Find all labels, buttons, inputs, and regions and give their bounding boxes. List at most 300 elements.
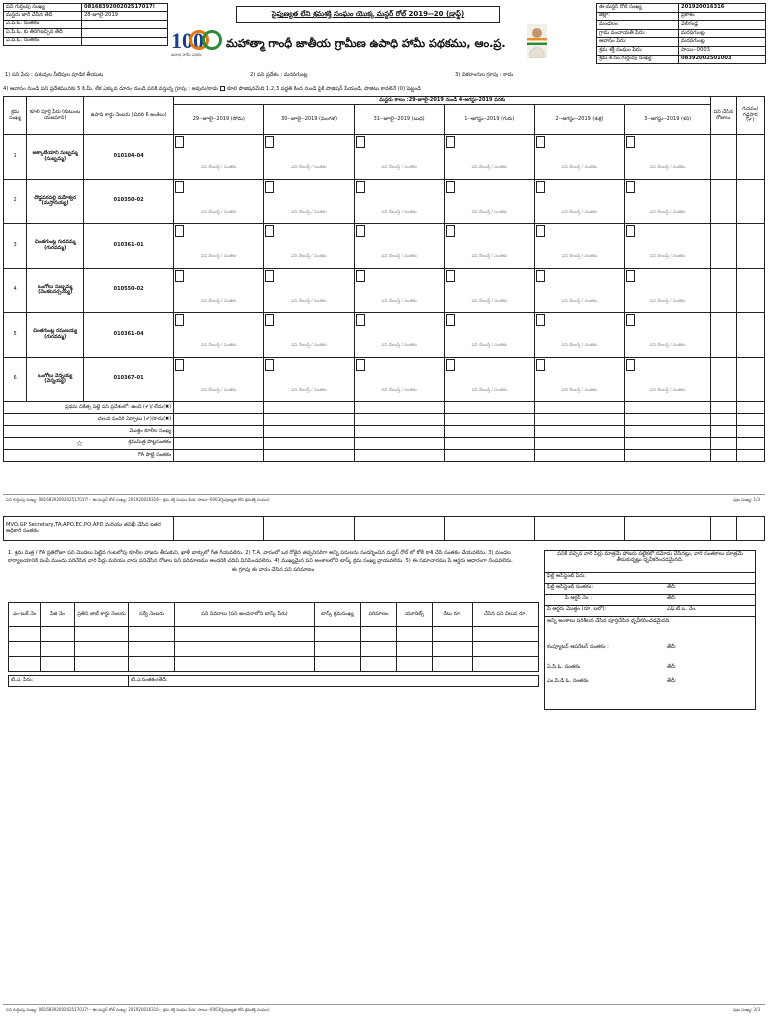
summary-cell[interactable] — [354, 450, 444, 462]
work-cell[interactable] — [433, 627, 473, 642]
workdays-cell[interactable] — [711, 224, 736, 269]
summary-cell[interactable] — [174, 402, 264, 414]
workdays-cell[interactable] — [711, 357, 736, 402]
attendance-cell[interactable] — [534, 179, 624, 224]
gunapu-cell[interactable] — [736, 135, 764, 180]
info-row — [597, 46, 766, 55]
info-row — [597, 21, 766, 30]
worker-jobcard: 010361-04 — [84, 313, 174, 358]
work-cell[interactable] — [41, 657, 75, 672]
summary-cell[interactable] — [711, 450, 736, 462]
worker-name: ఒంగోలు సుబ్బమ్మ (వెంకటనర్సయ్య) — [27, 268, 84, 313]
attendance-checkbox[interactable] — [536, 359, 545, 371]
week-work-note: ఈ గ్రూపు ఈ వారం చేసిన పని పరిమాణం — [231, 567, 315, 574]
info-value — [82, 20, 168, 28]
attendance-checkbox[interactable] — [356, 314, 365, 326]
info-value: 08392002501003 — [679, 55, 766, 64]
attendance-hint: పని చేయిస్తే / సంతకం — [561, 342, 598, 347]
attendance-checkbox[interactable] — [175, 270, 184, 282]
work-table-col-header: పరిమాణం — [361, 603, 397, 627]
info-row — [4, 37, 168, 45]
work-name: 1) పని పేరు : పశువుల నీటిపుల పూడిక తీయుట — [5, 72, 104, 78]
attendance-checkbox[interactable] — [265, 136, 274, 148]
attendance-cell[interactable] — [444, 179, 534, 224]
summary-cell[interactable] — [534, 426, 624, 438]
summary-cell[interactable] — [354, 426, 444, 438]
attendance-checkbox[interactable] — [536, 225, 545, 237]
info-value: 28-జూలై-2019 — [82, 12, 168, 20]
attendance-cell[interactable] — [264, 179, 354, 224]
summary-row — [4, 450, 765, 462]
gunapu-cell[interactable] — [736, 313, 764, 358]
work-cell[interactable] — [129, 627, 175, 642]
work-cell[interactable] — [433, 642, 473, 657]
work-table-col-header: ఎం-బుక్ నెం — [9, 603, 41, 627]
attendance-cell[interactable] — [354, 135, 444, 180]
summary-cell[interactable] — [625, 402, 711, 414]
attendance-cell[interactable] — [174, 224, 264, 269]
worker-name: ఒంగోలు వెన్నయ్య (వెన్నయ్య) — [27, 357, 84, 402]
info-value: 0816839200202517017! — [82, 4, 168, 12]
attendance-checkbox[interactable] — [175, 181, 184, 193]
footer-strip — [6, 498, 762, 503]
attendance-checkbox[interactable] — [536, 181, 545, 193]
summary-cell[interactable] — [534, 414, 624, 426]
work-cell[interactable] — [175, 657, 315, 672]
attendance-checkbox[interactable] — [175, 314, 184, 326]
worker-serial: 3 — [4, 224, 27, 269]
attendance-checkbox[interactable] — [356, 181, 365, 193]
attendance-hint: పని చేయిస్తే / సంతకం — [561, 164, 598, 169]
sign-cell[interactable] — [625, 517, 711, 541]
work-table-col-header: పని వివరాలు (పని అంచనాలోని టాస్క్ పేరు) — [175, 603, 315, 627]
work-quantity-table — [8, 602, 539, 672]
officer-sign-table — [3, 516, 765, 541]
info-value: సాయి--0003 — [679, 46, 766, 55]
fa-sign-row[interactable]: ఫీల్డ్ అసిస్టెంట్ సంతకం: తేదీ: — [545, 584, 755, 595]
info-row — [4, 29, 168, 37]
attendance-checkbox[interactable] — [265, 225, 274, 237]
sign-cell[interactable] — [534, 517, 624, 541]
worker-jobcard: 010350-02 — [84, 179, 174, 224]
group-type: 3) వికలాంగుల గ్రూపు : కాదు — [455, 72, 514, 78]
worker-row — [4, 357, 765, 402]
attendance-hint: పని చేయిస్తే / సంతకం — [471, 342, 508, 347]
summary-cell[interactable] — [444, 414, 534, 426]
ta-sign-field[interactable]: టి.ఎ.సంతకం/తేదీ: — [129, 676, 539, 687]
work-table-col-header: యూనిట్స్ — [397, 603, 433, 627]
info-label: మస్టరు జారీ చేసిన తేదీ — [4, 12, 82, 20]
summary-cell[interactable] — [736, 438, 764, 450]
worker-row — [4, 313, 765, 358]
fa-name-row[interactable]: ఫీల్డ్ అసిస్టెంట్ పేరు: — [545, 573, 755, 584]
work-table-row — [9, 642, 539, 657]
attendance-cell[interactable] — [174, 313, 264, 358]
info-label: గ్రామ పంచాయతీ పేరు: — [597, 29, 679, 38]
attendance-hint: పని చేయిస్తే / సంతకం — [201, 386, 237, 392]
instructions-text: 1. శ్రమ మిత్ర / FA ప్రతిరోజూ పని మొదలు పెట్టిన గంటలోపు కూలీల హాజరు తీసుకుని, ఖాళీ బాక్సులో గీత గీయవలెను. 2) T.A. వారంలో ఒక రోజైన తప్పనిసరిగా అన్ని పనులను సందర్శించిన మస్టర్ రోల్ లో కోలీ కాశీ చేసి సంతకం చేయవలెను. 3) మండల కార్యాలయానికి పంపే ముందు పరిచేసిన వారి పేర్లు మరియు వారు పనిచేసిన రోజుల పని పరిమాణము అందరికి చదివి వినిపించవలెను. 4) ముఖ్యమైన పని అంశాలలోని టాస్క్ క్రమ సంఖ్య వ్రాయవలెను. 5) ఈ సమాచారము పే ఆర్డరు ఆధారంగా నింపవలెను. — [8, 550, 513, 564]
day-header: 1--ఆగస్టు--2019 (గురు) — [444, 105, 534, 135]
worker-row — [4, 268, 765, 313]
attendance-cell[interactable] — [264, 357, 354, 402]
attendance-cell[interactable] — [444, 268, 534, 313]
attendance-checkbox[interactable] — [356, 136, 365, 148]
sign-cell[interactable] — [711, 517, 736, 541]
attendance-hint: పని చేయిస్తే / సంతకం — [649, 253, 686, 258]
work-cell[interactable] — [75, 627, 129, 642]
summary-cell[interactable] — [264, 402, 354, 414]
attendance-hint: పని చేయిస్తే / సంతకం — [201, 164, 237, 169]
attendance-checkbox[interactable] — [446, 181, 455, 193]
info-value: ప్రకాశం — [679, 12, 766, 21]
sign-cell[interactable] — [264, 517, 354, 541]
attendance-hint: పని చేయిస్తే / సంతకం — [381, 386, 417, 392]
workdays-cell[interactable] — [711, 135, 736, 180]
sign-cell[interactable] — [444, 517, 534, 541]
summary-cell[interactable] — [534, 438, 624, 450]
worker-serial: 4 — [4, 268, 27, 313]
summary-cell[interactable] — [444, 402, 534, 414]
attendance-cell[interactable] — [264, 224, 354, 269]
attendance-hint: పని చేయిస్తే / సంతకం — [471, 253, 508, 258]
summary-cell[interactable] — [174, 414, 264, 426]
worker-rows — [4, 135, 765, 402]
col-name-header: కూలి పూర్తి పేరు (కుటుంబ యజమాని) — [27, 97, 84, 135]
svg-text:100: 100 — [171, 28, 204, 53]
attendance-checkbox[interactable] — [265, 314, 274, 326]
work-cell[interactable] — [433, 657, 473, 672]
summary-cell[interactable] — [174, 450, 264, 462]
attendance-hint: పని చేయిస్తే / సంతకం — [291, 253, 327, 258]
attendance-checkbox[interactable] — [536, 270, 545, 282]
info-value — [82, 29, 168, 37]
attendance-cell[interactable] — [444, 313, 534, 358]
summary-cell[interactable] — [444, 450, 534, 462]
work-table-col-header: ప్రతిని జాబ్ కార్డు నెంబరు — [75, 603, 129, 627]
attendance-cell[interactable] — [444, 224, 534, 269]
summary-label: మొత్తం కూలీల సంఖ్య — [4, 426, 174, 438]
summary-cell[interactable] — [736, 402, 764, 414]
attendance-hint: పని చేయిస్తే / సంతకం — [471, 164, 508, 169]
worker-name: చింతగుంట్ల గురవమ్మ (గురవమ్మ) — [27, 224, 84, 269]
attendance-cell[interactable] — [174, 135, 264, 180]
worker-row — [4, 135, 765, 180]
attendance-cell[interactable] — [444, 135, 534, 180]
info-label: శ్రమ.శ.సం.గుర్తింపు సంఖ్య: — [597, 55, 679, 64]
officer-sign-label: MVO,GP Secretary,TA,APO,EC,PO,APD మరియు తనిఖీ చేసిన ఇతర అధికారి సంతకం — [4, 517, 174, 541]
attendance-checkbox[interactable] — [626, 181, 635, 193]
attendance-cell[interactable] — [354, 313, 444, 358]
attendance-hint: పని చేయిస్తే / సంతకం — [381, 253, 417, 258]
summary-cell[interactable] — [711, 438, 736, 450]
attendance-hint: పని చేయిస్తే / సంతకం — [291, 386, 327, 392]
ta-sign-table — [8, 675, 539, 687]
info-label: పని గుర్తింపు సంఖ్య — [4, 4, 82, 12]
work-cell[interactable] — [473, 627, 539, 642]
nrega-logo-icon — [170, 26, 222, 58]
attendance-hint: పని చేయిస్తే / సంతకం — [201, 342, 237, 347]
day-header: 3--ఆగస్టు--2019 (శని) — [625, 105, 711, 135]
work-cell[interactable] — [41, 642, 75, 657]
verification-note: పనికి వచ్చిన వారి పేర్లు మాత్రమే హాజరు పట్టికలో నమోదు చేసినట్లు, వారి సంతకాలు మాత్రమే తీసుకున్నట్లు ధృవీకరించడమైనది. — [545, 551, 755, 573]
attendance-hint: పని చేయిస్తే / సంతకం — [201, 208, 237, 214]
info-row — [597, 29, 766, 38]
payorder-no-row[interactable]: పే ఆర్డర్ నెం : తేదీ: — [545, 595, 755, 606]
attendance-checkbox[interactable] — [536, 314, 545, 326]
portrait-photo-icon — [527, 24, 547, 58]
summary-cell[interactable] — [711, 414, 736, 426]
summary-cell[interactable] — [354, 414, 444, 426]
workdays-cell[interactable] — [711, 313, 736, 358]
summary-cell[interactable] — [354, 402, 444, 414]
work-table-row — [9, 657, 539, 672]
officer-sign-row — [4, 517, 765, 541]
attendance-checkbox[interactable] — [446, 270, 455, 282]
workdays-cell[interactable] — [711, 179, 736, 224]
info-row — [597, 4, 766, 13]
payorder-amount-row[interactable]: పే ఆర్డరు మొత్తం (రూ. లలో): ఎఫ్.టి.ఒ. నెం. — [545, 606, 755, 617]
work-cell[interactable] — [9, 657, 41, 672]
col-jobcard-header: ఉపాధి కార్డు నెంబరు (చివరి 6 అంకెలు) — [84, 97, 174, 135]
attendance-cell[interactable] — [264, 135, 354, 180]
summary-cell[interactable] — [625, 414, 711, 426]
work-location: 2) పని ప్రదేశం : మరపగుంట్ల — [250, 72, 308, 78]
info-value: మరపగుంట్ల — [679, 38, 766, 47]
attendance-checkbox[interactable] — [175, 225, 184, 237]
work-cell[interactable] — [397, 627, 433, 642]
apo-sign-row[interactable]: ఏ.పి.ఓ. సంతకం తేదీ: — [547, 664, 677, 670]
attendance-cell[interactable] — [354, 268, 444, 313]
work-cell[interactable] — [397, 657, 433, 672]
work-cell[interactable] — [473, 642, 539, 657]
gunapu-cell[interactable] — [736, 224, 764, 269]
mpdo-sign-row[interactable]: ఎం.పి.డి.ఓ. సంతకం తేదీ: — [547, 678, 677, 684]
work-table-col-header: పేజి నెం — [41, 603, 75, 627]
work-cell[interactable] — [315, 642, 361, 657]
summary-cell[interactable] — [534, 450, 624, 462]
attendance-cell[interactable] — [625, 357, 711, 402]
attendance-checkbox[interactable] — [626, 359, 635, 371]
period-header: మస్టరు కాలం :29-జూలై-2019 నుండి 4-ఆగస్టు-2019 వరకు — [174, 97, 711, 105]
summary-cell[interactable] — [444, 438, 534, 450]
work-info-line — [3, 73, 593, 82]
summary-row — [4, 414, 765, 426]
work-cell[interactable] — [41, 627, 75, 642]
info-value — [82, 37, 168, 45]
gunapu-cell[interactable] — [736, 268, 764, 313]
summary-cell[interactable] — [625, 450, 711, 462]
work-cell[interactable] — [75, 642, 129, 657]
svg-text:ఉపాధి హామీ పథకం: ఉపాధి హామీ పథకం — [171, 52, 202, 57]
attendance-cell[interactable] — [264, 313, 354, 358]
distance-info-line — [3, 86, 593, 93]
attendance-checkbox[interactable] — [626, 136, 635, 148]
sign-cell[interactable] — [736, 517, 764, 541]
work-cell[interactable] — [129, 657, 175, 672]
attendance-hint: పని చేయిస్తే / సంతకం — [381, 164, 417, 169]
checkbox-icon[interactable] — [220, 86, 225, 91]
attendance-cell[interactable] — [534, 224, 624, 269]
attendance-checkbox[interactable] — [356, 359, 365, 371]
attendance-cell[interactable] — [174, 357, 264, 402]
star-icon: ☆ — [76, 439, 84, 448]
attendance-hint: పని చేయిస్తే / సంతకం — [471, 386, 508, 392]
summary-cell[interactable] — [736, 450, 764, 462]
summary-cell[interactable] — [736, 414, 764, 426]
attendance-checkbox[interactable] — [446, 136, 455, 148]
info-row — [4, 4, 168, 12]
attendance-cell[interactable] — [264, 268, 354, 313]
ta-name-field[interactable]: టి.ఎ. పేరు: — [9, 676, 129, 687]
footer-text: పని గుర్తింపు సంఖ్య: 0816839200202517017!-- ఈ-మస్టర్ రోల్ సంఖ్య: 201920016316-- శ్రమ శక్తి సంఘం పేరు: సాయి--0003(సైపుణ్యత లేని శ్రమశక్తి సంఘం) — [6, 497, 270, 502]
summary-row — [4, 438, 765, 450]
worker-jobcard: 010367-01 — [84, 357, 174, 402]
attendance-checkbox[interactable] — [356, 270, 365, 282]
summary-row — [4, 402, 765, 414]
divider — [3, 494, 765, 495]
work-cell[interactable] — [397, 642, 433, 657]
summary-cell[interactable] — [264, 426, 354, 438]
attendance-checkbox[interactable] — [265, 270, 274, 282]
footer-text: పని గుర్తింపు సంఖ్య: 0816839200202517017!-- ఈ-మస్టర్ రోల్ సంఖ్య: 201920016316-- శ్రమ శక్తి సంఘం పేరు: సాయి--0003(సైపుణ్యత లేని శ్రమశక్తి సంఘం) — [6, 1007, 270, 1012]
work-cell[interactable] — [315, 657, 361, 672]
work-table-header — [9, 603, 539, 627]
gunapu-cell[interactable] — [736, 179, 764, 224]
attendance-cell[interactable] — [534, 268, 624, 313]
attendance-hint: పని చేయిస్తే / సంతకం — [291, 297, 327, 303]
scheme-title: మహాత్మా గాంధీ జాతీయ గ్రామీణ ఉపాధి హామీ పథకము, ఆం.ప్ర. — [226, 37, 506, 50]
workdays-cell[interactable] — [711, 268, 736, 313]
work-cell[interactable] — [9, 627, 41, 642]
worker-jobcard: 010361-01 — [84, 224, 174, 269]
col-serial-header: క్రమ సంఖ్య — [4, 97, 27, 135]
divider — [3, 1004, 765, 1005]
summary-cell[interactable] — [264, 438, 354, 450]
info-label: ఏ.పి.ఓ. సంతకం — [4, 20, 82, 28]
attendance-checkbox[interactable] — [446, 225, 455, 237]
attendance-cell[interactable] — [354, 224, 444, 269]
work-cell[interactable] — [361, 657, 397, 672]
gunapu-cell[interactable] — [736, 357, 764, 402]
summary-cell[interactable] — [264, 450, 354, 462]
work-cell[interactable] — [315, 627, 361, 642]
work-cell[interactable] — [361, 627, 397, 642]
attendance-checkbox[interactable] — [265, 359, 274, 371]
worker-serial: 6 — [4, 357, 27, 402]
attendance-hint: పని చేయిస్తే / సంతకం — [201, 253, 237, 258]
worker-name: చింతగుంట్ల రమణయ్య (గురవమ్మ) — [27, 313, 84, 358]
summary-cell[interactable] — [711, 402, 736, 414]
attendance-cell[interactable] — [354, 357, 444, 402]
summary-cell[interactable] — [711, 426, 736, 438]
work-table-col-header: టాస్క్ క్రమసంఖ్య — [315, 603, 361, 627]
summary-cell[interactable] — [174, 438, 264, 450]
summary-cell[interactable] — [534, 402, 624, 414]
info-label: ఈ-మస్టర్ రోల్ సంఖ్య — [597, 4, 679, 13]
work-table-row — [9, 627, 539, 642]
ta-sign-row — [9, 676, 539, 687]
position-note: కూలి పొజిషనమేది 1,2,3 పద్ధతి కింద నుండి పైకి పొజిషన్ పేయండి, పొజిటు కావలెనే (0) పెట్టండి — [227, 86, 421, 92]
worker-row — [4, 224, 765, 269]
attendance-checkbox[interactable] — [356, 225, 365, 237]
day-header: 29--జూలై--2019 (సోమ) — [174, 105, 264, 135]
info-row — [4, 20, 168, 28]
sign-cell[interactable] — [174, 517, 264, 541]
page-number: పుట సంఖ్య: 3/3 — [732, 1007, 760, 1012]
summary-cell[interactable] — [625, 426, 711, 438]
work-cell[interactable] — [361, 642, 397, 657]
work-table-col-header: రేటు రూ. — [433, 603, 473, 627]
attendance-checkbox[interactable] — [626, 225, 635, 237]
info-value: మరపగుంట్ల — [679, 29, 766, 38]
attendance-cell[interactable] — [534, 313, 624, 358]
attendance-checkbox[interactable] — [536, 136, 545, 148]
attendance-cell[interactable] — [444, 357, 534, 402]
summary-cell[interactable] — [625, 438, 711, 450]
verify-block: అన్ని అంశాలు పరిశీలన చేసిన పూర్తిచేసిన ధృవీకరించడమైనది. కంప్యూటర్ ఆపరేటర్ సంతకం : తేదీ: — [547, 618, 677, 650]
info-label: ఏ.పి.ఓ. కు తిరిగిఇచ్చిన తేదీ — [4, 29, 82, 37]
info-label: జిల్లా: — [597, 12, 679, 21]
attendance-hint: పని చేయిస్తే / సంతకం — [471, 208, 508, 214]
summary-cell[interactable] — [736, 426, 764, 438]
worker-jobcard: 010104-04 — [84, 135, 174, 180]
attendance-checkbox[interactable] — [265, 181, 274, 193]
work-cell[interactable] — [129, 642, 175, 657]
attendance-cell[interactable] — [354, 179, 444, 224]
attendance-cell[interactable] — [534, 135, 624, 180]
attendance-cell[interactable] — [625, 179, 711, 224]
summary-label: ప్రథమ చికిత్స పెట్టె పని ప్రదేశంలో: ఉంది (✔)/ లేదు(✖) — [4, 402, 174, 414]
col-workdays-header: పని చేసిన రోజులు — [711, 97, 736, 135]
attendance-checkbox[interactable] — [175, 359, 184, 371]
attendance-checkbox[interactable] — [446, 314, 455, 326]
summary-row — [4, 426, 765, 438]
work-cell[interactable] — [9, 642, 41, 657]
day-header: 2--ఆగస్టు--2019 (శుక్ర) — [534, 105, 624, 135]
attendance-cell[interactable] — [625, 268, 711, 313]
summary-cell[interactable] — [444, 426, 534, 438]
attendance-cell[interactable] — [534, 357, 624, 402]
attendance-checkbox[interactable] — [626, 314, 635, 326]
summary-cell[interactable] — [354, 438, 444, 450]
attendance-cell[interactable] — [625, 135, 711, 180]
sign-cell[interactable] — [354, 517, 444, 541]
summary-cell[interactable] — [174, 426, 264, 438]
worker-serial: 5 — [4, 313, 27, 358]
attendance-table — [3, 96, 765, 462]
attendance-checkbox[interactable] — [175, 136, 184, 148]
attendance-cell[interactable] — [625, 224, 711, 269]
work-cell[interactable] — [175, 627, 315, 642]
work-cell[interactable] — [75, 657, 129, 672]
attendance-checkbox[interactable] — [626, 270, 635, 282]
attendance-hint: పని చేయిస్తే / సంతకం — [291, 164, 327, 169]
summary-cell[interactable] — [264, 414, 354, 426]
attendance-cell[interactable] — [174, 268, 264, 313]
info-row — [4, 12, 168, 20]
info-label: ఏ.పి.ఓ. సంతకం — [4, 37, 82, 45]
attendance-cell[interactable] — [174, 179, 264, 224]
work-table-col-header: సర్వే నెంబరు — [129, 603, 175, 627]
attendance-hint: పని చేయిస్తే / సంతకం — [291, 208, 327, 214]
info-row — [597, 55, 766, 64]
work-cell[interactable] — [473, 657, 539, 672]
attendance-checkbox[interactable] — [446, 359, 455, 371]
attendance-cell[interactable] — [625, 313, 711, 358]
work-table-col-header: చేసిన పని విలువ రూ. — [473, 603, 539, 627]
info-label: ఆవాసం పేరు: — [597, 38, 679, 47]
work-cell[interactable] — [175, 642, 315, 657]
